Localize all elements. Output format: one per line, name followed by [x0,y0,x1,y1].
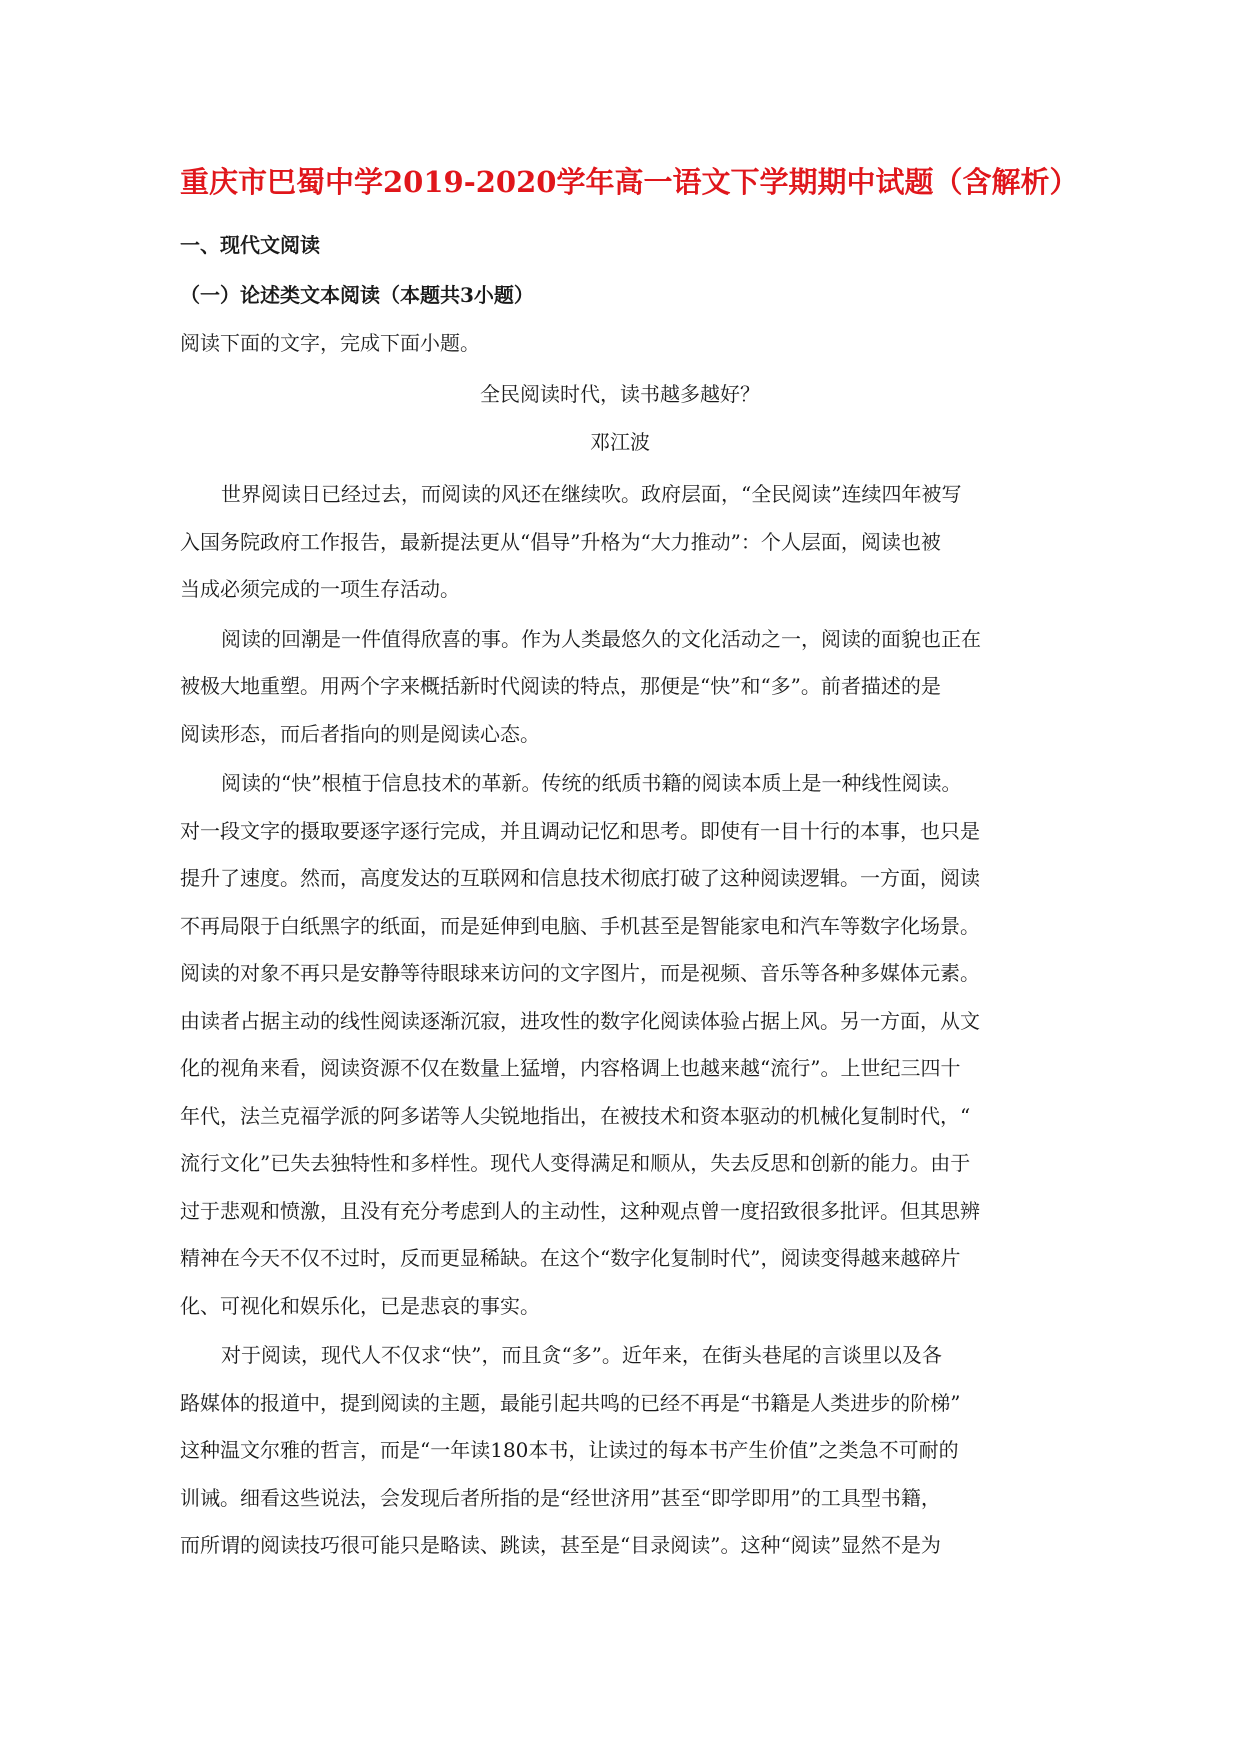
text-line: 当成必须完成的一项生存活动。 [180,577,460,601]
text-line: 阅读的“快”根植于信息技术的革新。传统的纸质书籍的阅读本质上是一种线性阅读。 [221,771,962,795]
article-body [180,471,1060,1570]
text-line: 路媒体的报道中，提到阅读的主题，最能引起共鸣的已经不再是“书籍是人类进步的阶梯” [180,1390,961,1415]
article-title: 全民阅读时代，读书越多越好？ [480,382,760,406]
text-line: 化的视角来看，阅读资源不仅在数量上猛增，内容格调上也越来越“流行”。上世纪三四十 [180,1056,961,1080]
text-line: 入国务院政府工作报告，最新提法更从“倡导”升格为“大力推动”：个人层面，阅读也被 [180,529,941,554]
text-line: 由读者占据主动的线性阅读逐渐沉寂，进攻性的数字化阅读体验占据上风。另一方面，从文 [180,1008,980,1033]
text-line: 流行文化”已失去独特性和多样性。现代人变得满足和顺从，失去反思和创新的能力。由于 [180,1151,971,1175]
text-line: 化、可视化和娱乐化，已是悲哀的事实。 [180,1293,540,1318]
text-line: 不再局限于白纸黑字的纸面，而是延伸到电脑、手机甚至是智能家电和汽车等数字化场景。 [180,913,980,938]
text-line: 年代，法兰克福学派的阿多诺等人尖锐地指出，在被技术和资本驱动的机械化复制时代，“ [180,1103,971,1128]
document-title: 重庆市巴蜀中学2019-2020学年高一语文下学期期中试题（含解析） [180,165,1079,199]
reading-instruction: 阅读下面的文字，完成下面小题。 [180,331,480,355]
text-line: 过于悲观和愤激，且没有充分考虑到人的主动性，这种观点曾一度招致很多批评。但其思辨 [180,1198,980,1223]
text-line: 而所谓的阅读技巧很可能只是略读、跳读，甚至是“目录阅读”。这种“阅读”显然不是为 [180,1533,941,1557]
text-line: 阅读形态，而后者指向的则是阅读心态。 [180,721,540,746]
text-line: 对于阅读，现代人不仅求“快”，而且贪“多”。近年来，在街头巷尾的言谈里以及各 [221,1343,942,1367]
text-line: 这种温文尔雅的哲言，而是“一年读180本书，让读过的每本书产生价值”之类急不可耐的 [180,1438,959,1462]
text-line: 阅读的对象不再只是安静等待眼球来访问的文字图片，而是视频、音乐等各种多媒体元素。 [180,961,980,985]
text-line: 阅读的回潮是一件值得欣喜的事。作为人类最悠久的文化活动之一，阅读的面貌也正在 [221,626,981,651]
text-line: 对一段文字的摄取要逐字逐行完成，并且调动记忆和思考。即使有一目十行的本事，也只是 [180,818,980,843]
text-line: 世界阅读日已经过去，而阅读的风还在继续吹。政府层面，“全民阅读”连续四年被写 [221,482,962,506]
text-line: 提升了速度。然而，高度发达的互联网和信息技术彻底打破了这种阅读逻辑。一方面，阅读 [180,866,980,890]
article-author: 邓江波 [590,430,650,454]
text-line: 精神在今天不仅不过时，反而更显稀缺。在这个“数字化复制时代”，阅读变得越来越碎片 [180,1246,961,1270]
section-heading: 一、现代文阅读 [180,233,320,257]
text-line: 被极大地重塑。用两个字来概括新时代阅读的特点，那便是“快”和“多”。前者描述的是 [180,674,941,698]
text-line: 训诫。细看这些说法，会发现后者所指的是“经世济用”甚至“即学即用”的工具型书籍， [180,1485,941,1510]
subsection-heading: （一）论述类文本阅读（本题共3小题） [180,283,534,307]
